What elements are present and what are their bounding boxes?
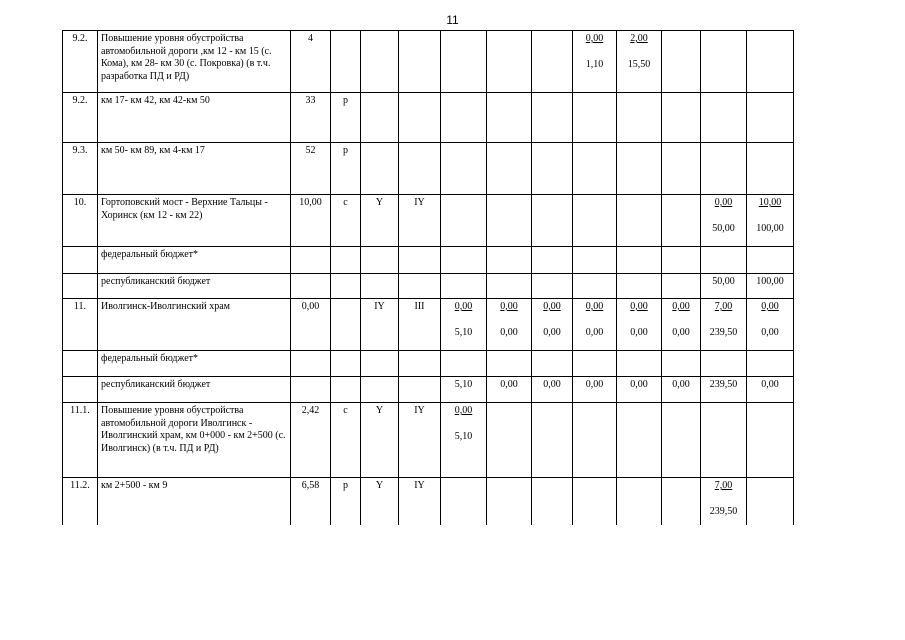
- budget-value-cell-text: 5,10: [454, 379, 473, 390]
- value-cell: [487, 31, 532, 93]
- value-cell: [532, 143, 573, 195]
- budget-value-cell: [617, 247, 662, 274]
- cost-value: 100,00: [756, 222, 784, 234]
- value-cell: [573, 143, 617, 195]
- row-number-cell: [63, 195, 98, 247]
- cost-value: 0,00: [543, 326, 561, 338]
- budget-value-cell: [532, 274, 573, 299]
- table-body: [63, 31, 794, 525]
- budget-value-cell: [701, 351, 747, 377]
- category-target-cell-text: III: [414, 301, 425, 312]
- value-cell: [441, 403, 487, 478]
- cost-value: 0,00: [500, 326, 518, 338]
- budget-value-cell: [701, 274, 747, 299]
- length-value: 0,00: [543, 301, 561, 312]
- value-cell: [701, 195, 747, 247]
- category-now-cell-text: Y: [375, 405, 384, 416]
- category-now-cell: [361, 299, 399, 351]
- road-name-cell: [98, 299, 291, 351]
- length-cell: [291, 299, 331, 351]
- value-cell: [532, 478, 573, 525]
- budget-label-cell-text: республиканский бюджет: [101, 276, 211, 287]
- row-number-cell-text: 9.3.: [72, 145, 88, 156]
- length-cell: [291, 403, 331, 478]
- value-cell: [441, 93, 487, 143]
- length-value: 2,00: [630, 33, 648, 44]
- row-number-cell-text: 11.: [73, 301, 87, 312]
- table-row: [63, 247, 794, 274]
- budget-value-cell: [532, 351, 573, 377]
- budget-value-cell: [441, 377, 487, 403]
- length-value: 0,00: [672, 301, 690, 312]
- cost-value: 0,00: [585, 326, 604, 338]
- empty-cell: [291, 351, 331, 377]
- length-value: 0,00: [585, 301, 604, 312]
- budget-value-cell: [747, 377, 794, 403]
- length-value: 0,00: [761, 301, 779, 312]
- road-name-cell: [98, 31, 291, 93]
- row-number-cell: [63, 478, 98, 525]
- length-cell-text: 52: [305, 145, 316, 156]
- value-cell: [701, 143, 747, 195]
- category-now-cell-text: Y: [375, 480, 384, 491]
- row-number-cell-text: 11.2.: [70, 480, 90, 491]
- cost-value: 5,10: [454, 326, 473, 338]
- row-number-cell-text: 9.2.: [72, 95, 88, 106]
- row-number-cell: [63, 351, 98, 377]
- budget-value-cell: [747, 351, 794, 377]
- road-name-cell-text: Повышение уровня обустройства автомобильной дороги ,км 12 - км 15 (с. Кома), км 28- км 30 (с. Покровка) (в т.ч. разработка ПД и РД): [101, 33, 272, 82]
- value-cell: [532, 403, 573, 478]
- cost-value: 5,10: [454, 430, 473, 442]
- budget-value-cell: [487, 377, 532, 403]
- budget-value-cell-text: 0,00: [500, 379, 518, 390]
- row-number-cell: [63, 93, 98, 143]
- length-cell: [291, 478, 331, 525]
- road-name-cell: [98, 478, 291, 525]
- table-row: [63, 195, 794, 247]
- empty-cell: [331, 351, 361, 377]
- category-target-cell: [399, 478, 441, 525]
- empty-cell: [399, 274, 441, 299]
- value-cell: [573, 31, 617, 93]
- length-cell: [291, 195, 331, 247]
- row-number-cell: [63, 247, 98, 274]
- budget-value-cell: [441, 274, 487, 299]
- cost-value: 239,50: [709, 505, 738, 517]
- cost-value: 1,10: [585, 58, 604, 70]
- length-cell: [291, 93, 331, 143]
- road-name-cell-text: Иволгинск-Иволгинский храм: [101, 301, 230, 312]
- category-target-cell: [399, 31, 441, 93]
- value-cell: [662, 195, 701, 247]
- value-cell: [617, 478, 662, 525]
- budget-value-cell: [701, 377, 747, 403]
- length-value: 0,00: [454, 301, 473, 312]
- budget-label-cell-text: федеральный бюджет*: [101, 249, 199, 260]
- budget-value-cell: [532, 247, 573, 274]
- length-value: 0,00: [454, 405, 473, 416]
- category-target-cell: [399, 93, 441, 143]
- road-name-cell-text: Повышение уровня обустройства автомобильной дороги Иволгинск - Иволгинский храм, км 0+000 - км 2+500 (с. Иволгинск) (в т.ч. ПД и РД): [101, 405, 286, 454]
- category-target-cell: [399, 403, 441, 478]
- row-number-cell: [63, 274, 98, 299]
- value-cell: [747, 93, 794, 143]
- row-number-cell: [63, 403, 98, 478]
- length-cell-text: 33: [305, 95, 316, 106]
- value-cell: [441, 31, 487, 93]
- value-cell: [747, 143, 794, 195]
- empty-cell: [399, 377, 441, 403]
- budget-value-cell-text: 0,00: [543, 379, 561, 390]
- table-row: [63, 299, 794, 351]
- category-now-cell-text: Y: [375, 197, 384, 208]
- budget-label-cell-text: федеральный бюджет*: [101, 353, 199, 364]
- value-cell: [617, 31, 662, 93]
- value-cell: [617, 195, 662, 247]
- value-cell: [441, 195, 487, 247]
- empty-cell: [399, 351, 441, 377]
- empty-cell: [331, 377, 361, 403]
- budget-value-cell: [487, 274, 532, 299]
- length-cell: [291, 31, 331, 93]
- value-cell: [487, 478, 532, 525]
- table-row: [63, 93, 794, 143]
- category-target-cell: [399, 195, 441, 247]
- value-cell: [532, 195, 573, 247]
- value-cell: [617, 403, 662, 478]
- road-program-table: [62, 30, 794, 525]
- value-cell: [662, 143, 701, 195]
- value-cell: [573, 478, 617, 525]
- cost-value: 0,00: [672, 326, 690, 338]
- category-now-cell: [361, 31, 399, 93]
- value-cell: [487, 195, 532, 247]
- budget-value-cell: [617, 377, 662, 403]
- row-number-cell: [63, 299, 98, 351]
- budget-value-cell-text: 239,50: [709, 379, 738, 390]
- empty-cell: [291, 274, 331, 299]
- road-type-cell-text: с: [343, 405, 348, 416]
- value-cell: [701, 403, 747, 478]
- budget-value-cell: [617, 274, 662, 299]
- category-now-cell-text: IY: [374, 301, 385, 312]
- row-number-cell: [63, 377, 98, 403]
- row-number-cell: [63, 143, 98, 195]
- road-type-cell: [331, 403, 361, 478]
- road-type-cell: [331, 93, 361, 143]
- value-cell: [532, 31, 573, 93]
- row-number-cell-text: 10.: [73, 197, 87, 208]
- value-cell: [617, 93, 662, 143]
- value-cell: [487, 93, 532, 143]
- road-type-cell: [331, 299, 361, 351]
- value-cell: [747, 31, 794, 93]
- length-cell-text: 0,00: [301, 301, 320, 312]
- length-value: 0,00: [500, 301, 518, 312]
- table-row: [63, 478, 794, 525]
- cost-value: 0,00: [761, 326, 779, 338]
- length-value: 10,00: [758, 197, 782, 208]
- budget-label-cell: [98, 247, 291, 274]
- value-cell: [487, 143, 532, 195]
- length-cell-text: 10,00: [299, 197, 322, 208]
- budget-value-cell: [573, 377, 617, 403]
- length-cell: [291, 143, 331, 195]
- empty-cell: [361, 377, 399, 403]
- value-cell: [573, 195, 617, 247]
- value-cell: [701, 478, 747, 525]
- value-cell: [441, 143, 487, 195]
- budget-value-cell-text: 0,00: [672, 379, 690, 390]
- table-row: [63, 31, 794, 93]
- empty-cell: [331, 247, 361, 274]
- budget-value-cell: [662, 377, 701, 403]
- value-cell: [573, 299, 617, 351]
- category-now-cell: [361, 195, 399, 247]
- road-type-cell-text: р: [343, 145, 348, 156]
- length-value: 7,00: [714, 480, 733, 491]
- length-value: 0,00: [630, 301, 648, 312]
- value-cell: [662, 93, 701, 143]
- page-number: 11: [446, 13, 459, 27]
- road-name-cell: [98, 403, 291, 478]
- road-name-cell-text: км 50- км 89, км 4-км 17: [101, 145, 205, 156]
- budget-value-cell: [617, 351, 662, 377]
- road-name-cell: [98, 143, 291, 195]
- road-name-cell-text: км 17- км 42, км 42-км 50: [101, 95, 210, 106]
- table-row: [63, 403, 794, 478]
- budget-value-cell-text: 0,00: [585, 379, 604, 390]
- row-number-cell: [63, 31, 98, 93]
- length-value: 0,00: [585, 33, 604, 44]
- empty-cell: [331, 274, 361, 299]
- category-target-cell-text: IY: [414, 480, 425, 491]
- value-cell: [532, 299, 573, 351]
- length-cell-text: 4: [308, 33, 313, 44]
- value-cell: [662, 478, 701, 525]
- category-now-cell: [361, 403, 399, 478]
- value-cell: [747, 195, 794, 247]
- budget-label-cell: [98, 377, 291, 403]
- road-type-cell-text: с: [343, 197, 348, 208]
- budget-value-cell: [573, 247, 617, 274]
- budget-value-cell-text: 100,00: [756, 276, 784, 287]
- empty-cell: [361, 274, 399, 299]
- value-cell: [747, 478, 794, 525]
- value-cell: [487, 403, 532, 478]
- value-cell: [487, 299, 532, 351]
- category-now-cell: [361, 143, 399, 195]
- length-cell-text: 2,42: [301, 405, 320, 416]
- length-value: 7,00: [714, 301, 733, 312]
- budget-value-cell: [532, 377, 573, 403]
- category-target-cell: [399, 143, 441, 195]
- cost-value: 15,50: [627, 58, 651, 70]
- budget-label-cell: [98, 351, 291, 377]
- value-cell: [747, 299, 794, 351]
- category-now-cell: [361, 478, 399, 525]
- road-type-cell: [331, 31, 361, 93]
- budget-label-cell: [98, 274, 291, 299]
- category-target-cell-text: IY: [414, 405, 425, 416]
- budget-value-cell-text: 0,00: [761, 379, 779, 390]
- value-cell: [662, 31, 701, 93]
- value-cell: [441, 478, 487, 525]
- cost-value: 50,00: [712, 222, 735, 234]
- budget-value-cell: [487, 351, 532, 377]
- value-cell: [701, 31, 747, 93]
- value-cell: [701, 93, 747, 143]
- empty-cell: [361, 247, 399, 274]
- budget-value-cell: [441, 247, 487, 274]
- value-cell: [573, 403, 617, 478]
- value-cell: [441, 299, 487, 351]
- budget-value-cell: [573, 274, 617, 299]
- empty-cell: [361, 351, 399, 377]
- budget-value-cell: [487, 247, 532, 274]
- cost-value: 239,50: [709, 326, 738, 338]
- road-type-cell-text: р: [343, 480, 348, 491]
- category-now-cell: [361, 93, 399, 143]
- road-type-cell: [331, 478, 361, 525]
- value-cell: [617, 143, 662, 195]
- value-cell: [573, 93, 617, 143]
- road-type-cell-text: р: [343, 95, 348, 106]
- value-cell: [747, 403, 794, 478]
- value-cell: [617, 299, 662, 351]
- empty-cell: [291, 247, 331, 274]
- value-cell: [701, 299, 747, 351]
- length-value: 0,00: [714, 197, 733, 208]
- table-row: [63, 274, 794, 299]
- value-cell: [532, 93, 573, 143]
- row-number-cell-text: 9.2.: [72, 33, 88, 44]
- length-cell-text: 6,58: [301, 480, 320, 491]
- budget-value-cell: [662, 247, 701, 274]
- category-target-cell: [399, 299, 441, 351]
- budget-value-cell: [747, 247, 794, 274]
- table-row: [63, 143, 794, 195]
- budget-value-cell-text: 0,00: [630, 379, 648, 390]
- road-name-cell-text: Гортоповский мост - Верхние Тальцы - Хоринск (км 12 - км 22): [101, 197, 268, 221]
- budget-value-cell: [662, 351, 701, 377]
- empty-cell: [291, 377, 331, 403]
- road-type-cell: [331, 143, 361, 195]
- value-cell: [662, 403, 701, 478]
- budget-value-cell: [701, 247, 747, 274]
- budget-value-cell: [747, 274, 794, 299]
- road-name-cell-text: км 2+500 - км 9: [101, 480, 168, 491]
- budget-value-cell: [662, 274, 701, 299]
- value-cell: [662, 299, 701, 351]
- road-name-cell: [98, 93, 291, 143]
- road-type-cell: [331, 195, 361, 247]
- table-row: [63, 351, 794, 377]
- budget-value-cell-text: 50,00: [712, 276, 735, 287]
- budget-value-cell: [441, 351, 487, 377]
- cost-value: 0,00: [630, 326, 648, 338]
- row-number-cell-text: 11.1.: [70, 405, 90, 416]
- category-target-cell-text: IY: [414, 197, 425, 208]
- budget-value-cell: [573, 351, 617, 377]
- table-row: [63, 377, 794, 403]
- road-name-cell: [98, 195, 291, 247]
- budget-label-cell-text: республиканский бюджет: [101, 379, 211, 390]
- empty-cell: [399, 247, 441, 274]
